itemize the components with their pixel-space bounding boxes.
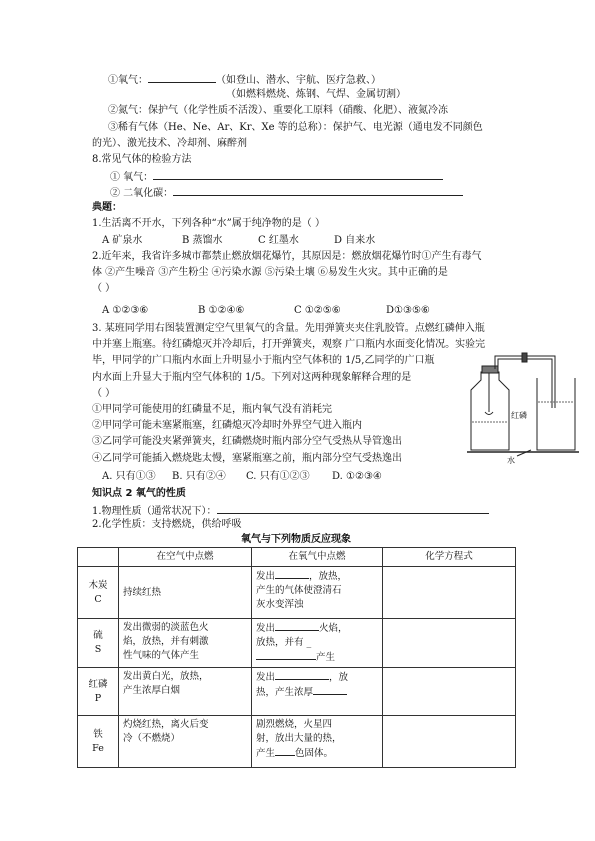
test-methods-title: 8.常见气体的检验方法 (92, 154, 192, 165)
table-row-phosphorus (78, 668, 516, 716)
conduit-tube (495, 356, 555, 408)
q3-line-1: 3. 某班同学用右图装置测定空气里氧气的含量。先用弹簧夹夹住乳胶管。点燃红磷伸入瓶 (92, 323, 485, 334)
q2-stem-a: 2.近年来，我省许多城市都禁止燃放烟花爆竹，其原因是：燃放烟花爆竹时①产生有毒气 (92, 251, 482, 262)
q1-option-b[interactable]: B 蒸馏水 (182, 235, 223, 246)
table-caption: 氧气与下列物质反应现象 (241, 534, 351, 545)
q1-option-a[interactable]: A 矿泉水 (102, 235, 143, 246)
phosphorus-equation-cell[interactable] (383, 668, 516, 716)
noble-gas-line-b: 的光）、激光技术、冷却剂、麻醉剂 (92, 138, 247, 149)
answer-blank[interactable] (173, 185, 463, 196)
answer-blank[interactable] (275, 746, 295, 756)
carbon-in-air: 持续红热 (119, 567, 252, 619)
answer-blank[interactable] (313, 685, 347, 695)
o2-use-line-1: ①氧气： （如登山、潜水、宇航、医疗急救、） (108, 72, 381, 88)
test-o2-line: ① 氧气： (110, 169, 443, 185)
q3-option-b[interactable]: B. 只有②④ (172, 471, 226, 482)
table-row-sulfur (78, 619, 516, 668)
answer-blank[interactable] (256, 650, 316, 660)
wide-mouth-bottle (471, 372, 509, 450)
q1-options (102, 234, 375, 248)
answer-blank[interactable] (153, 169, 443, 180)
iron-in-air: 灼烧红热，离火后变 冷（不燃烧） (119, 716, 252, 768)
answer-blank[interactable] (148, 72, 216, 83)
carbon-equation-cell[interactable] (383, 567, 516, 619)
q3-line-5: （ ） (92, 388, 116, 399)
combustion-spoon (485, 412, 493, 415)
beaker (537, 378, 575, 450)
substance-iron: 铁 Fe (78, 716, 119, 768)
q2-option-a[interactable]: A ①②③⑥ (102, 305, 149, 316)
q2-option-d[interactable]: D①③⑤⑥ (386, 305, 430, 316)
noble-gas-line-a: ③稀有气体（He、Ne、Ar、Kr、Xe 等的总称）：保护气、电光源（通电发不同颜色 (108, 122, 483, 133)
q3-options (102, 470, 382, 484)
header-air: 在空气中点燃 (119, 548, 252, 567)
substance-carbon: 木炭 C (78, 567, 119, 619)
substance-phosphorus: 红磷 P (78, 668, 119, 716)
apparatus-diagram (467, 342, 585, 464)
table-row-iron (78, 716, 516, 768)
iron-in-oxygen: 剧烈燃烧，火星四 射，放出大量的热， 产生 色固体。 (252, 716, 383, 768)
q3-statement-2: ②甲同学可能未塞紧瓶塞，红磷熄灭冷却时外界空气进入瓶内 (92, 420, 362, 431)
test-co2-line: ② 二氧化碳： (110, 185, 463, 201)
reaction-table (77, 547, 516, 768)
q3-line-2: 中并塞上瓶塞。待红磷熄灭并冷却后，打开弹簧夹，观察 广口瓶内水面变化情况。实验完 (92, 339, 486, 350)
o2-use-line-1-cont: （如燃料燃烧、炼钢、气焊、金属切割） (226, 89, 406, 100)
conduit-tube-inner (498, 359, 552, 408)
q1-option-c[interactable]: C 红墨水 (258, 235, 299, 246)
water-pointer (517, 450, 531, 456)
kp2-title: 知识点 2 氧气的性质 (92, 488, 186, 499)
kp2-physical: 1.物理性质（通常状况下）： (92, 503, 489, 519)
sulfur-in-air: 发出微弱的淡蓝色火 焰，放热，并有刺激 性气味的气体产生 (119, 619, 252, 668)
q3-option-c[interactable]: C. 只有①②③ (246, 471, 310, 482)
q1-stem: 1.生活离不开水，下列各种“水”属于纯净物的是（ ） (92, 218, 325, 229)
q1-option-d[interactable]: D 自来水 (334, 235, 376, 246)
q3-statement-3: ③乙同学可能没夹紧弹簧夹，红磷燃烧时瓶内部分空气受热从导管逸出 (92, 436, 402, 447)
sulfur-in-oxygen: 发出 火焰， 放热，并有 _ 产生 (252, 619, 383, 668)
stopper (482, 366, 498, 373)
table-row-carbon (78, 567, 516, 619)
answer-blank[interactable] (275, 569, 309, 579)
examples-title: 典题： (92, 202, 122, 213)
spring-clip (522, 353, 527, 362)
phosphorus-in-oxygen: 发出 ，放 热，产生浓厚 (252, 668, 383, 716)
iron-equation-cell[interactable] (383, 716, 516, 768)
water-label: 水 (507, 456, 515, 464)
q3-statement-4: ④乙同学可能插入燃烧匙太慢，塞紧瓶塞之前，瓶内部分空气受热逸出 (92, 453, 402, 464)
header-oxygen: 在氧气中点燃 (252, 548, 383, 567)
n2-use-line: ②氮气：保护气（化学性质不活泼）、重要化工原料（硝酸、化肥）、液氮冷冻 (108, 105, 448, 116)
header-empty (78, 548, 119, 567)
answer-blank[interactable] (217, 503, 489, 514)
q2-option-c[interactable]: C ①②⑤⑥ (294, 305, 341, 316)
substance-sulfur: 硫 S (78, 619, 119, 668)
q3-option-d[interactable]: D. ①②③④ (332, 471, 382, 482)
q3-line-4: 内水面上升显大于瓶内空气体积的 1/5。下列对这两种现象解释合理的是 (92, 372, 412, 383)
q3-statement-1: ①甲同学可能使用的红磷量不足，瓶内氧气没有消耗完 (92, 404, 332, 415)
answer-blank[interactable] (275, 621, 319, 631)
sulfur-equation-cell[interactable] (383, 619, 516, 668)
phosphorus-in-air: 发出黄白光，放热， 产生浓厚白烟 (119, 668, 252, 716)
kp2-chemical: 2.化学性质：支持燃烧，供给呼吸 (92, 519, 242, 530)
q2-stem-c: （ ） (92, 283, 116, 294)
q2-stem-b: 体 ②产生噪音 ③产生粉尘 ④污染水源 ⑤污染土壤 ⑥易发生火灾。其中正确的是 (92, 267, 448, 278)
q3-line-3: 毕，甲同学的广口瓶内水面上升明显小于瓶内空气体积的 1/5,乙同学的广口瓶 (92, 355, 435, 366)
q2-option-b[interactable]: B ①②④⑥ (198, 305, 245, 316)
red-phosphorus-label: 红磷 (511, 411, 527, 420)
q2-options (102, 304, 430, 318)
header-equation: 化学方程式 (383, 548, 516, 567)
carbon-in-oxygen: 发出 ，放热， 产生的气体使澄清石 灰水变浑浊 (252, 567, 383, 619)
q3-option-a[interactable]: A. 只有①③ (102, 471, 156, 482)
answer-blank[interactable] (275, 670, 329, 680)
